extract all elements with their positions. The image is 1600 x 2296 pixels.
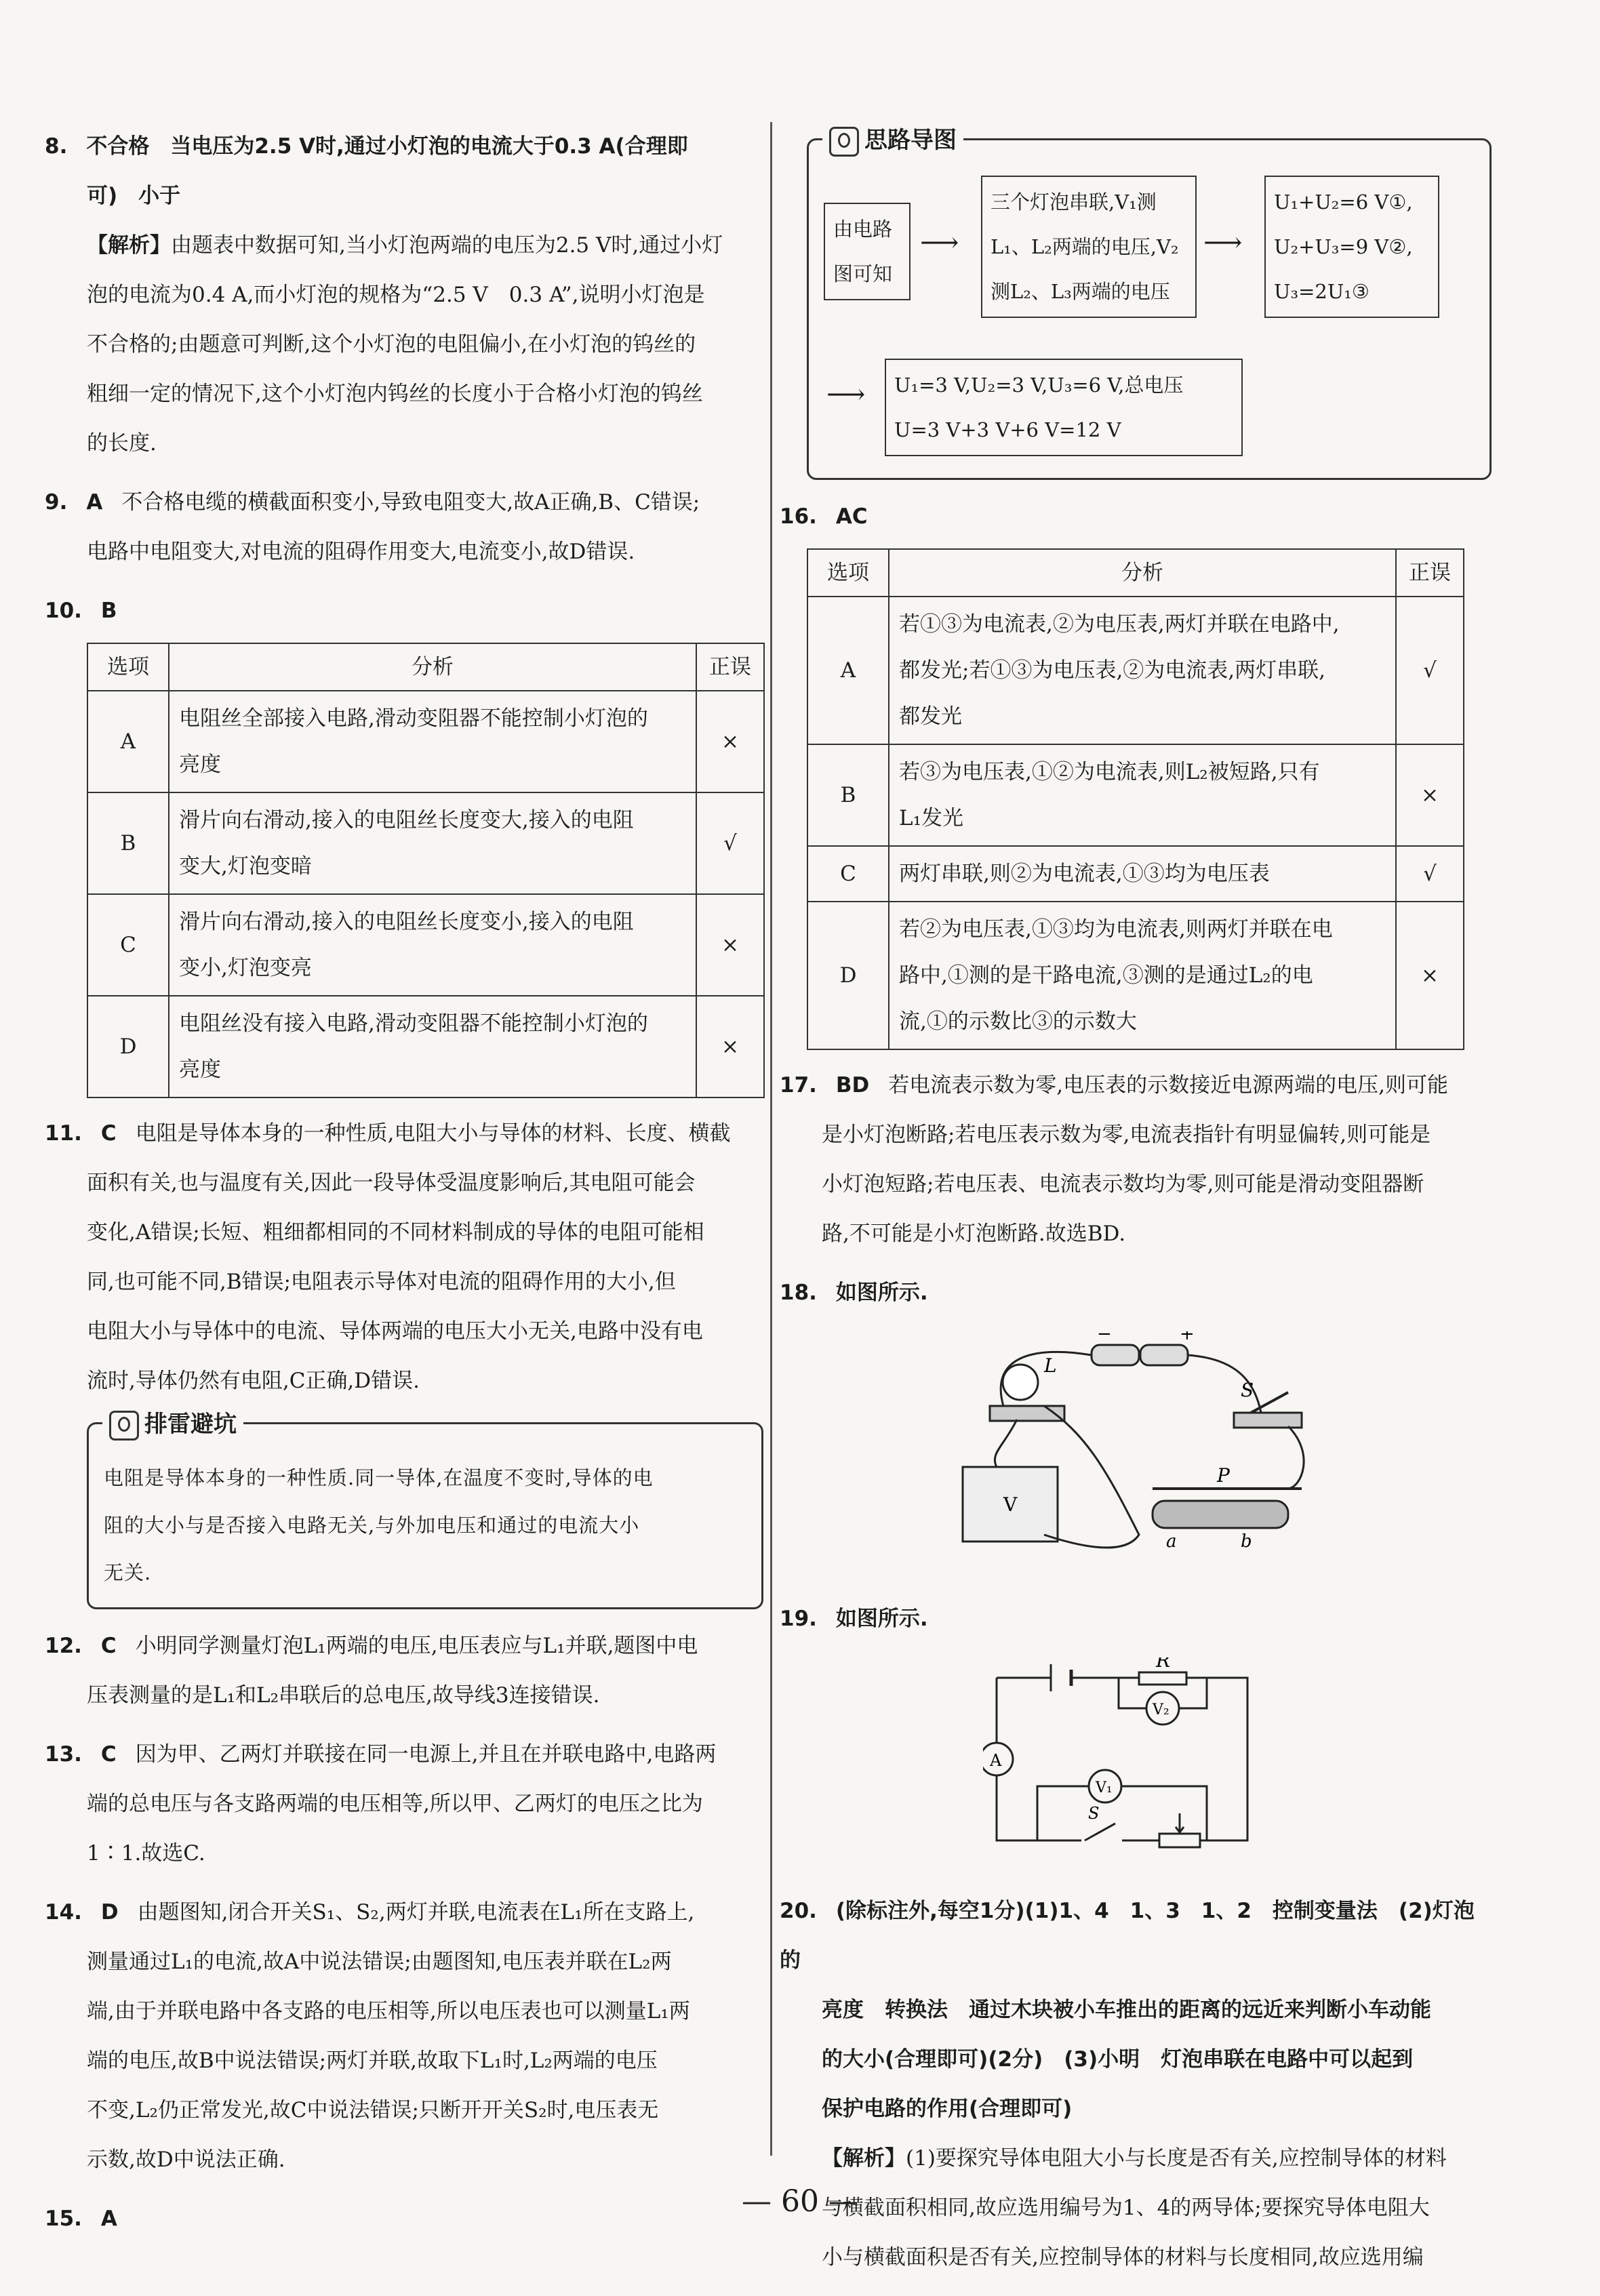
cell-line: 若①③为电流表,②为电压表,两灯并联在电路中, — [899, 612, 1340, 637]
result-cell: × — [696, 996, 764, 1097]
explanation-line: 端,由于并联电路中各支路的电压相等,所以电压表也可以测量L₁两 — [87, 1999, 690, 2023]
explanation-line: 示数,故D中说法正确. — [87, 2148, 285, 2172]
cell-line: 滑片向右滑动,接入的电阻丝长度变大,接入的电阻 — [179, 808, 634, 832]
answer-text: 可) 小于 — [87, 184, 181, 208]
table-row — [87, 691, 764, 792]
flow-line: U₁+U₂=6 V①, — [1274, 190, 1413, 214]
table-row — [807, 744, 1464, 846]
analysis-label: 【解析】 — [822, 2146, 906, 2171]
question-14 — [45, 1888, 763, 2185]
cell-line: 流,①的示数比③的示数大 — [899, 1009, 1137, 1034]
question-number: 20. — [780, 1899, 817, 1923]
analysis-line: 小与横截面积是否有关,应控制导体的材料与长度相同,故应选用编 — [822, 2245, 1424, 2270]
explanation-line: 因为甲、乙两灯并联接在同一电源上,并且在并联电路中,电路两 — [135, 1742, 717, 1767]
physical-circuit-figure — [949, 1331, 1342, 1562]
voltmeter-v1-label: V₁ — [1096, 1779, 1113, 1796]
analysis-cell — [169, 996, 696, 1097]
answer-letter: C — [100, 1121, 117, 1146]
answer-text: 亮度 转换法 通过木块被小车推出的距离的远近来判断小车动能 — [822, 1998, 1431, 2022]
explanation-line: 小明同学测量灯泡L₁两端的电压,电压表应与L₁并联,题图中电 — [135, 1634, 698, 1658]
question-20 — [780, 1887, 1492, 2282]
result-cell: × — [1396, 902, 1464, 1049]
cell-line: 都发光;若①③为电压表,②为电流表,两灯串联, — [899, 658, 1326, 683]
voltmeter-v2-label: V₂ — [1153, 1701, 1169, 1718]
option-cell: D — [87, 996, 169, 1097]
answer-text: 如图所示. — [835, 1607, 928, 1631]
option-cell: C — [87, 894, 169, 996]
analysis-line: 不合格的;由题意可判断,这个小灯泡的电阻偏小,在小灯泡的钨丝的 — [87, 332, 696, 357]
flow-line: 图可知 — [833, 262, 893, 285]
note-line: 电阻是导体本身的一种性质.同一导体,在温度不变时,导体的电 — [104, 1466, 654, 1489]
analysis-line: 粗细一定的情况下,这个小灯泡内钨丝的长度小于合格小灯泡的钨丝 — [87, 382, 703, 406]
cell-line: 变小,灯泡变亮 — [179, 956, 312, 980]
analysis-line: (1)要探究导体电阻大小与长度是否有关,应控制导体的材料 — [906, 2146, 1447, 2171]
explanation-line: 端的总电压与各支路两端的电压相等,所以甲、乙两灯的电压之比为 — [87, 1792, 703, 1816]
flow-box-3 — [1264, 176, 1439, 318]
question-number: 14. — [45, 1900, 82, 1925]
table-row — [807, 597, 1464, 744]
cell-line: 亮度 — [179, 1058, 221, 1082]
analysis-table-q10 — [87, 643, 765, 1098]
cell-line: 两灯串联,则②为电流表,①③均为电压表 — [899, 862, 1270, 886]
ammeter-label: A — [990, 1751, 1002, 1770]
analysis-cell — [889, 846, 1396, 902]
question-13 — [45, 1730, 763, 1878]
option-cell: C — [807, 846, 889, 902]
table-row — [807, 846, 1464, 902]
bulb-icon — [829, 127, 859, 157]
answer-letter: C — [100, 1742, 117, 1767]
cell-line: 变大,灯泡变暗 — [179, 854, 312, 879]
explanation-line: 不合格电缆的横截面积变小,导致电阻变大,故A正确,B、C错误; — [121, 490, 700, 515]
slider-label: P — [1217, 1464, 1230, 1487]
explanation-line: 若电流表示数为零,电压表的示数接近电源两端的电压,则可能 — [888, 1073, 1449, 1097]
answer-letter: B — [100, 599, 117, 623]
arrow-icon: ⟶ — [1203, 227, 1243, 258]
silu-title — [822, 121, 963, 157]
mindmap-flow — [824, 176, 1475, 467]
analysis-cell — [889, 597, 1396, 744]
table-header: 选项 — [807, 549, 889, 597]
circuit-diagram-figure — [983, 1657, 1268, 1854]
explanation-line: 电阻大小与导体中的电流、导体两端的电压大小无关,电路中没有电 — [87, 1319, 703, 1344]
switch-label: S — [1241, 1379, 1254, 1401]
switch-gap — [1081, 1835, 1122, 1846]
table-row — [87, 792, 764, 894]
battery-cell-icon — [1140, 1345, 1188, 1365]
analysis-cell — [169, 792, 696, 894]
question-number: 10. — [45, 599, 82, 623]
analysis-line: 与横截面积相同,故应选用编号为1、4的两导体;要探究导体电阻大 — [822, 2196, 1430, 2220]
arrow-icon: ⟶ — [920, 227, 959, 258]
analysis-cell — [889, 744, 1396, 846]
answer-letter: AC — [835, 504, 868, 529]
analysis-cell — [169, 894, 696, 996]
analysis-label: 【解析】 — [87, 233, 171, 258]
question-12 — [45, 1622, 763, 1720]
wire — [995, 1419, 1017, 1467]
question-10 — [45, 586, 763, 1098]
question-18 — [780, 1268, 1492, 1585]
table-header: 分析 — [169, 643, 696, 691]
page-number: — 60 — — [742, 2184, 858, 2219]
answer-letter: A — [100, 2207, 117, 2231]
flow-box-2 — [981, 176, 1197, 318]
cell-line: 电阻丝全部接入电路,滑动变阻器不能控制小灯泡的 — [179, 706, 648, 731]
wire — [997, 1678, 1247, 1840]
question-number: 18. — [780, 1281, 817, 1305]
arrow-icon: ⟶ — [826, 379, 866, 410]
analysis-cell — [169, 691, 696, 792]
flow-line: L₁、L₂两端的电压,V₂ — [991, 235, 1179, 258]
flow-box-1 — [824, 203, 911, 300]
result-cell: × — [696, 894, 764, 996]
question-11 — [45, 1109, 763, 1406]
cell-line: 若②为电压表,①③均为电流表,则两灯并联在电 — [899, 917, 1333, 942]
option-cell: A — [87, 691, 169, 792]
resistor-icon — [1139, 1672, 1186, 1685]
result-cell: × — [1396, 744, 1464, 846]
cell-line: 都发光 — [899, 704, 962, 729]
voltmeter-label: V — [1003, 1493, 1018, 1516]
bulb-icon — [109, 1411, 139, 1441]
analysis-table-q16 — [807, 548, 1464, 1050]
battery-cell-icon — [1092, 1345, 1139, 1365]
flow-line: U₂+U₃=9 V②, — [1274, 235, 1413, 258]
analysis-line: 由题表中数据可知,当小灯泡两端的电压为2.5 V时,通过小灯 — [171, 233, 723, 258]
result-cell: × — [696, 691, 764, 792]
table-header: 选项 — [87, 643, 169, 691]
option-cell: A — [807, 597, 889, 744]
question-17 — [780, 1061, 1492, 1259]
wire — [1288, 1426, 1304, 1489]
answer-letter: A — [86, 490, 103, 515]
question-number: 11. — [45, 1121, 82, 1146]
explanation-line: 由题图知,闭合开关S₁、S₂,两灯并联,电流表在L₁所在支路上, — [137, 1900, 695, 1925]
explanation-line: 是小灯泡断路;若电压表示数为零,电流表指针有明显偏转,则可能是 — [822, 1123, 1431, 1147]
explanation-line: 路,不可能是小灯泡断路.故选BD. — [822, 1222, 1126, 1246]
explanation-line: 面积有关,也与温度有关,因此一段导体受温度影响后,其电阻可能会 — [87, 1171, 696, 1195]
note-line: 阻的大小与是否接入电路无关,与外加电压和通过的电流大小 — [104, 1514, 640, 1537]
flow-line: U=3 V+3 V+6 V=12 V — [894, 418, 1121, 441]
explanation-line: 端的电压,故B中说法错误;两灯并联,故取下L₁时,L₂两端的电压 — [87, 2049, 658, 2073]
question-number: 17. — [780, 1073, 817, 1097]
rheostat-slider-icon — [1176, 1813, 1184, 1832]
option-cell: B — [87, 792, 169, 894]
table-row — [87, 996, 764, 1097]
result-cell: √ — [1396, 597, 1464, 744]
flow-box-4 — [885, 359, 1243, 456]
answer-text: 保护电路的作用(合理即可) — [822, 2097, 1073, 2121]
explanation-line: 电阻是导体本身的一种性质,电阻大小与导体的材料、长度、横截 — [135, 1121, 731, 1146]
result-cell: √ — [1396, 846, 1464, 902]
explanation-line: 流时,导体仍然有电阻,C正确,D错误. — [87, 1369, 420, 1393]
plus-label: + — [1180, 1331, 1195, 1344]
cell-line: 若③为电压表,①②为电流表,则L₂被短路,只有 — [899, 760, 1320, 784]
cell-line: L₁发光 — [899, 806, 964, 830]
explanation-line: 1∶1.故选C. — [87, 1841, 205, 1866]
rheostat-icon — [1159, 1834, 1200, 1847]
resistor-label: R — [1156, 1657, 1171, 1672]
question-8 — [45, 122, 763, 468]
question-number: 12. — [45, 1634, 82, 1658]
note-line: 无关. — [104, 1561, 152, 1584]
switch-label: S — [1088, 1804, 1100, 1823]
flow-line: U₃=2U₁③ — [1274, 280, 1369, 303]
terminal-b-label: b — [1241, 1531, 1252, 1552]
cell-line: 滑片向右滑动,接入的电阻丝长度变小,接入的电阻 — [179, 910, 634, 934]
explanation-line: 同,也可能不同,B错误;电阻表示导体对电流的阻碍作用的大小,但 — [87, 1270, 676, 1294]
question-number: 13. — [45, 1742, 82, 1767]
right-column — [780, 122, 1492, 2292]
answer-text: 如图所示. — [835, 1281, 928, 1305]
switch-base-icon — [1234, 1413, 1302, 1428]
explanation-line: 变化,A错误;长短、粗细都相同的不同材料制成的导体的电阻可能相 — [87, 1220, 704, 1245]
wire — [1188, 1355, 1261, 1413]
terminal-a-label: a — [1166, 1531, 1177, 1552]
table-header: 正误 — [1396, 549, 1464, 597]
explanation-line: 压表测量的是L₁和L₂串联后的总电压,故导线3连接错误. — [87, 1683, 600, 1708]
question-number: 15. — [45, 2207, 82, 2231]
flow-line: 由电路 — [833, 218, 893, 241]
explanation-line: 小灯泡短路;若电压表、电流表示数均为零,则可能是滑动变阻器断 — [822, 1172, 1424, 1196]
answer-letter: C — [100, 1634, 117, 1658]
left-column — [45, 122, 763, 2253]
bulb-icon — [1003, 1365, 1038, 1400]
analysis-cell — [889, 902, 1396, 1049]
question-number: 8. — [45, 134, 68, 159]
column-divider — [770, 122, 772, 2156]
flow-line: 三个灯泡串联,V₁测 — [991, 190, 1157, 214]
table-row — [807, 902, 1464, 1049]
minus-label: − — [1097, 1331, 1112, 1344]
answer-text: 不合格 当电压为2.5 V时,通过小灯泡的电流大于0.3 A(合理即 — [86, 134, 688, 159]
silu-mindmap-box — [807, 127, 1492, 480]
pailei-title-text: 排雷避坑 — [144, 1411, 237, 1438]
silu-title-text: 思路导图 — [864, 127, 957, 154]
question-19 — [780, 1594, 1492, 1877]
table-row — [87, 894, 764, 996]
option-cell: B — [807, 744, 889, 846]
rheostat-icon — [1153, 1501, 1288, 1528]
result-cell: √ — [696, 792, 764, 894]
flow-line: U₁=3 V,U₂=3 V,U₃=6 V,总电压 — [894, 374, 1184, 397]
explanation-line: 不变,L₂仍正常发光,故C中说法错误;只断开开关S₂时,电压表无 — [87, 2098, 659, 2122]
pailei-title — [102, 1405, 243, 1441]
analysis-line: 的长度. — [87, 431, 157, 456]
flow-line: 测L₂、L₃两端的电压 — [991, 280, 1170, 303]
pailei-note-box — [87, 1411, 763, 1609]
table-header: 分析 — [889, 549, 1396, 597]
question-number: 16. — [780, 504, 817, 529]
explanation-line: 测量通过L₁的电流,故A中说法错误;由题图知,电压表并联在L₂两 — [87, 1950, 672, 1974]
answer-letter: BD — [835, 1073, 870, 1097]
table-header: 正误 — [696, 643, 764, 691]
cell-line: 电阻丝没有接入电路,滑动变阻器不能控制小灯泡的 — [179, 1011, 648, 1036]
question-16 — [780, 492, 1492, 1050]
explanation-line: 电路中电阻变大,对电流的阻碍作用变大,电流变小,故D错误. — [87, 540, 635, 564]
question-9 — [45, 478, 763, 577]
cell-line: 亮度 — [179, 752, 221, 777]
question-number: 9. — [45, 490, 68, 515]
analysis-line: 泡的电流为0.4 A,而小灯泡的规格为“2.5 V 0.3 A”,说明小灯泡是 — [87, 283, 705, 307]
question-number: 19. — [780, 1607, 817, 1631]
option-cell: D — [807, 902, 889, 1049]
bulb-label: L — [1044, 1354, 1057, 1377]
wire — [1037, 1786, 1207, 1840]
answer-text: (除标注外,每空1分)(1)1、4 1、3 1、2 控制变量法 (2)灯泡的 — [780, 1899, 1475, 1973]
answer-letter: D — [100, 1900, 119, 1925]
cell-line: 路中,①测的是干路电流,③测的是通过L₂的电 — [899, 963, 1313, 988]
answer-text: 的大小(合理即可)(2分) (3)小明 灯泡串联在电路中可以起到 — [822, 2047, 1414, 2072]
